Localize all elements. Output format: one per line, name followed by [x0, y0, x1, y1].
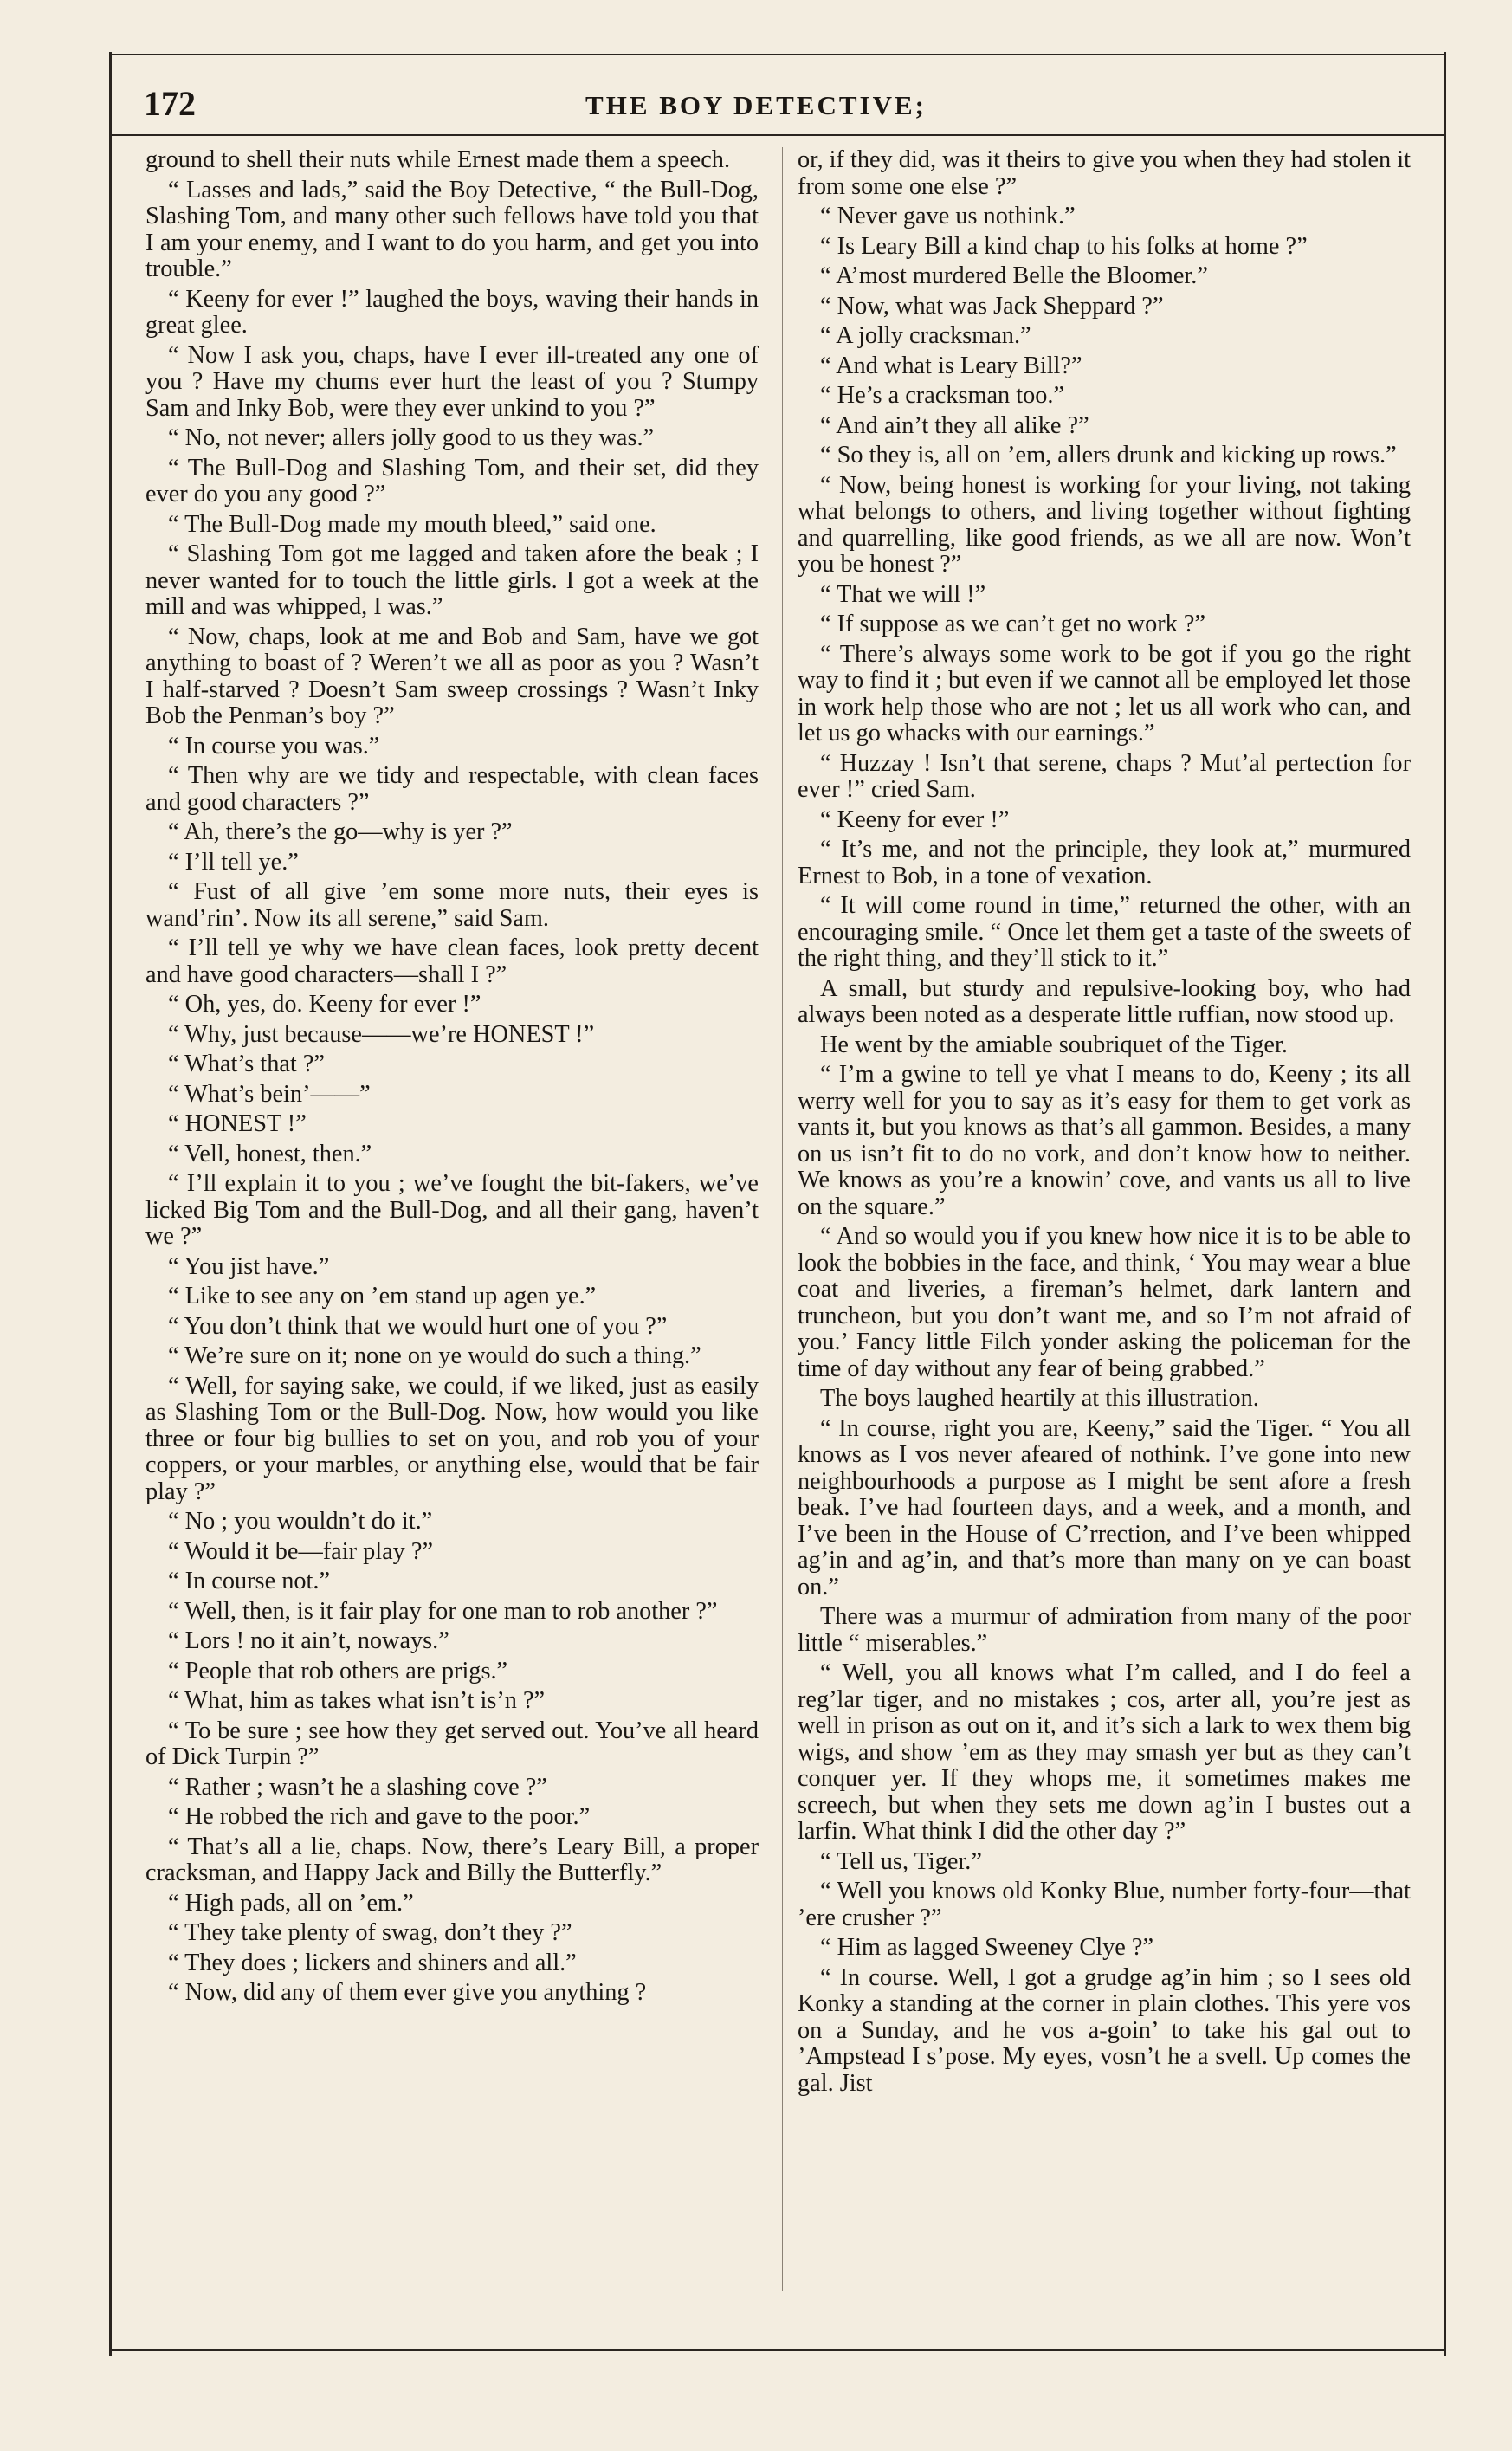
paragraph: “ Now I ask you, chaps, have I ever ill-treated any one of you ? Have my chums ever hurt the least of you ? Stumpy Sam and Inky Bob, were they ever unkind to you ?” [145, 341, 759, 422]
paragraph: “ Now, did any of them ever give you anything ? [168, 1979, 647, 2006]
paragraph: “ What’s that ?” [168, 1051, 325, 1077]
paragraph: “ In course not.” [168, 1568, 330, 1594]
paragraph: “ It will come round in time,” returned the other, with an encouraging smile. “ Once let them get a taste of the sweets of the right thing, and they’ll stick to it.” [798, 892, 1411, 972]
page-number: 172 [144, 84, 196, 123]
paragraph: “ So they is, all on ’em, allers drunk and kicking up rows.” [820, 442, 1397, 469]
paragraph: “ There’s always some work to be got if you go the right way to find it ; but even if we cannot all be employed let those in work help those who are not ; let us all work who can, and let us go whacks with our earnings.” [798, 640, 1411, 747]
paragraph: “ Lors ! no it ain’t, noways.” [168, 1627, 449, 1654]
paragraph: “ Keeny for ever !” [820, 805, 1010, 833]
paragraph: “ HONEST !” [168, 1110, 307, 1137]
paragraph: “ No ; you wouldn’t do it.” [168, 1508, 433, 1535]
paragraph: “ And what is Leary Bill?” [820, 352, 1082, 379]
paragraph: “ They does ; lickers and shiners and all.” [168, 1949, 577, 1976]
paragraph: “ Fust of all give ’em some more nuts, their eyes is wand’rin’. Now its all serene,” said Sam. [145, 878, 759, 932]
paragraph: “ Tell us, Tiger.” [820, 1847, 982, 1875]
paragraph: “ Slashing Tom got me lagged and taken afore the beak ; I never wanted for to touch the little girls. I got a week at the mill and was whipped, I was.” [145, 540, 759, 620]
paragraph: “ Now, chaps, look at me and Bob and Sam, have we got anything to boast of ? Weren’t we all as poor as you ? Wasn’t I half-starved ? Doesn’t Sam sweep crossings ? Wasn’t Inky Bob the Penman’s boy ?” [145, 623, 759, 729]
paragraph: “ I’ll tell ye.” [168, 848, 299, 876]
paragraph: “ That we will !” [820, 580, 986, 608]
paragraph: “ That’s all a lie, chaps. Now, there’s Leary Bill, a proper cracksman, and Happy Jack and Billy the Butterfly.” [145, 1833, 759, 1886]
paragraph: “ The Bull-Dog made my mouth bleed,” said one. [168, 510, 656, 538]
paragraph: A small, but sturdy and repulsive-looking boy, who had always been noted as a desperate little ruffian, now stood up. [798, 974, 1411, 1028]
paragraph: “ Never gave us nothink.” [820, 203, 1076, 230]
paragraph: “ And ain’t they all alike ?” [820, 411, 1089, 439]
paragraph: “ They take plenty of swag, don’t they ?” [168, 1919, 572, 1946]
paragraph: “ Would it be—fair play ?” [168, 1537, 434, 1565]
paragraph: “ Well, you all knows what I’m called, and I do feel a reg’lar tiger, and no mistakes ; cos, arter all, you’re jest as well in prison as out on it, and it’s sich a lark to wex them big wigs, and show ’em as they may smash yer but as they can’t conquer yer. If they whops me, it sometimes makes me screech, but when they sets me down ag’in I bustes out a larfin. What think I did the other day ?” [798, 1659, 1411, 1845]
paragraph: “ Like to see any on ’em stand up agen ye.” [168, 1283, 597, 1310]
paragraph: “ No, not never; allers jolly good to us they was.” [168, 424, 655, 451]
paragraph: “ Vell, honest, then.” [168, 1140, 372, 1167]
paragraph: “ He robbed the rich and gave to the poor.” [168, 1803, 591, 1830]
column-divider [782, 147, 783, 2291]
paragraph: There was a murmur of admiration from many of the poor little “ miserables.” [798, 1603, 1411, 1657]
paragraph: “ In course you was.” [168, 732, 380, 760]
paragraph: “ To be sure ; see how they get served out. You’ve all heard of Dick Turpin ?” [145, 1717, 759, 1770]
paragraph: “ In course, right you are, Keeny,” said the Tiger. “ You all knows as I vos never afeared of nothink. I’ve gone into new neighbourhoods a purpose as I might be sent afore a fresh beak. I’ve had fourteen days, and a week, and a month, and I’ve been in the House of C’rrection, and I’ve been whipped ag’in and ag’in, and that’s more than many on ye can boast on.” [798, 1414, 1411, 1601]
paragraph: He went by the amiable soubriquet of the Tiger. [820, 1031, 1288, 1058]
paragraph: “ A jolly cracksman.” [820, 322, 1031, 349]
paragraph: “ The Bull-Dog and Slashing Tom, and their set, did they ever do you any good ?” [145, 454, 759, 508]
header-rule [109, 134, 1446, 136]
paragraph: ground to shell their nuts while Ernest made them a speech. [145, 147, 731, 173]
paragraph: “ Him as lagged Sweeney Clye ?” [820, 1934, 1154, 1961]
paragraph: or, if they did, was it theirs to give you when they had stolen it from some one else ?” [798, 147, 1411, 200]
paragraph: The boys laughed heartily at this illustration. [820, 1385, 1259, 1412]
top-rule [109, 54, 1446, 55]
paragraph: “ In course. Well, I got a grudge ag’in him ; so I sees old Konky a standing at the corner in plain clothes. This yere vos on a Sunday, and he vos a-goin’ to take his gal out to ’Ampstead I s’pose. My eyes, vosn’t he a svell. Up comes the gal. Jist [798, 1963, 1411, 2097]
paragraph: “ I’m a gwine to tell ye vhat I means to do, Keeny ; its all werry well for you to say as it’s easy for them to get vork as vants it, but you knows as that’s all gammon. Besides, a many on us isn’t fit to do no vork, and don’t know how to neither. We knows as you’re a knowin’ cove, and vants us all to live on the square.” [798, 1061, 1411, 1220]
running-title: THE BOY DETECTIVE; [585, 90, 927, 120]
left-column [145, 147, 759, 2295]
paragraph: “ Now, what was Jack Sheppard ?” [820, 292, 1164, 320]
paragraph: “ A’most murdered Belle the Bloomer.” [820, 262, 1208, 289]
paragraph: “ Huzzay ! Isn’t that serene, chaps ? Mut’al pertection for ever !” cried Sam. [798, 749, 1411, 803]
paragraph: “ Ah, there’s the go—why is yer ?” [168, 818, 513, 845]
paragraph: “ I’ll explain it to you ; we’ve fought the bit-fakers, we’ve licked Big Tom and the Bull-Dog, and all their gang, haven’t we ?” [145, 1170, 759, 1250]
paragraph: “ I’ll tell ye why we have clean faces, look pretty decent and have good characters—shall I ?” [145, 934, 759, 988]
paragraph: “ Why, just because——we’re HONEST !” [168, 1020, 595, 1048]
left-border-rule [109, 52, 112, 2356]
paragraph: “ We’re sure on it; none on ye would do such a thing.” [168, 1342, 701, 1369]
paragraph: “ It’s me, and not the principle, they look at,” murmured Ernest to Bob, in a tone of vexation. [798, 836, 1411, 889]
paragraph: “ And so would you if you knew how nice it is to be able to look the bobbies in the face, and think, ‘ You may wear a blue coat and liveries, a fireman’s helmet, dark lantern and truncheon, but you don’t want me, and so I’m not afraid of you.’ Fancy little Filch yonder asking the policeman for the time of day without any fear of being grabbed.” [798, 1223, 1411, 1382]
paragraph: “ Lasses and lads,” said the Boy Detective, “ the Bull-Dog, Slashing Tom, and many other such fellows have told you that I am your enemy, and I want to do you harm, and get you into trouble.” [145, 176, 759, 282]
paragraph: “ If suppose as we can’t get no work ?” [820, 611, 1205, 637]
paragraph: “ You jist have.” [168, 1252, 330, 1280]
paragraph: “ He’s a cracksman too.” [820, 382, 1065, 409]
paragraph: “ Keeny for ever !” laughed the boys, waving their hands in great glee. [145, 285, 759, 339]
paragraph: “ People that rob others are prigs.” [168, 1657, 508, 1685]
paragraph: “ Well, for saying sake, we could, if we liked, just as easily as Slashing Tom or the Bull-Dog. Now, how would you like three or four big bullies to set on you, and rob you of your coppers, or your marbles, or anything else, would that be fair play ?” [145, 1372, 759, 1505]
paragraph: “ What’s bein’——” [168, 1080, 371, 1108]
paragraph: “ Now, being honest is working for your living, not taking what belongs to others, and living together without fighting and quarrelling, like good friends, as we all are now. Won’t you be honest ?” [798, 471, 1411, 578]
right-border-rule [1444, 52, 1446, 2356]
paragraph: “ Oh, yes, do. Keeny for ever !” [168, 991, 481, 1018]
paragraph: “ Well, then, is it fair play for one man to rob another ?” [168, 1597, 718, 1625]
paragraph: “ Then why are we tidy and respectable, with clean faces and good characters ?” [145, 762, 759, 816]
paragraph: “ High pads, all on ’em.” [168, 1889, 414, 1917]
paragraph: “ You don’t think that we would hurt one of you ?” [168, 1312, 668, 1340]
paragraph: “ Well you knows old Konky Blue, number forty-four—that ’ere crusher ?” [798, 1878, 1411, 1931]
paragraph: “ Is Leary Bill a kind chap to his folks at home ?” [820, 232, 1308, 260]
paragraph: “ What, him as takes what isn’t is’n ?” [168, 1687, 546, 1714]
footer-rule [109, 2349, 1446, 2351]
paragraph: “ Rather ; wasn’t he a slashing cove ?” [168, 1773, 547, 1801]
right-column [798, 147, 1411, 2295]
